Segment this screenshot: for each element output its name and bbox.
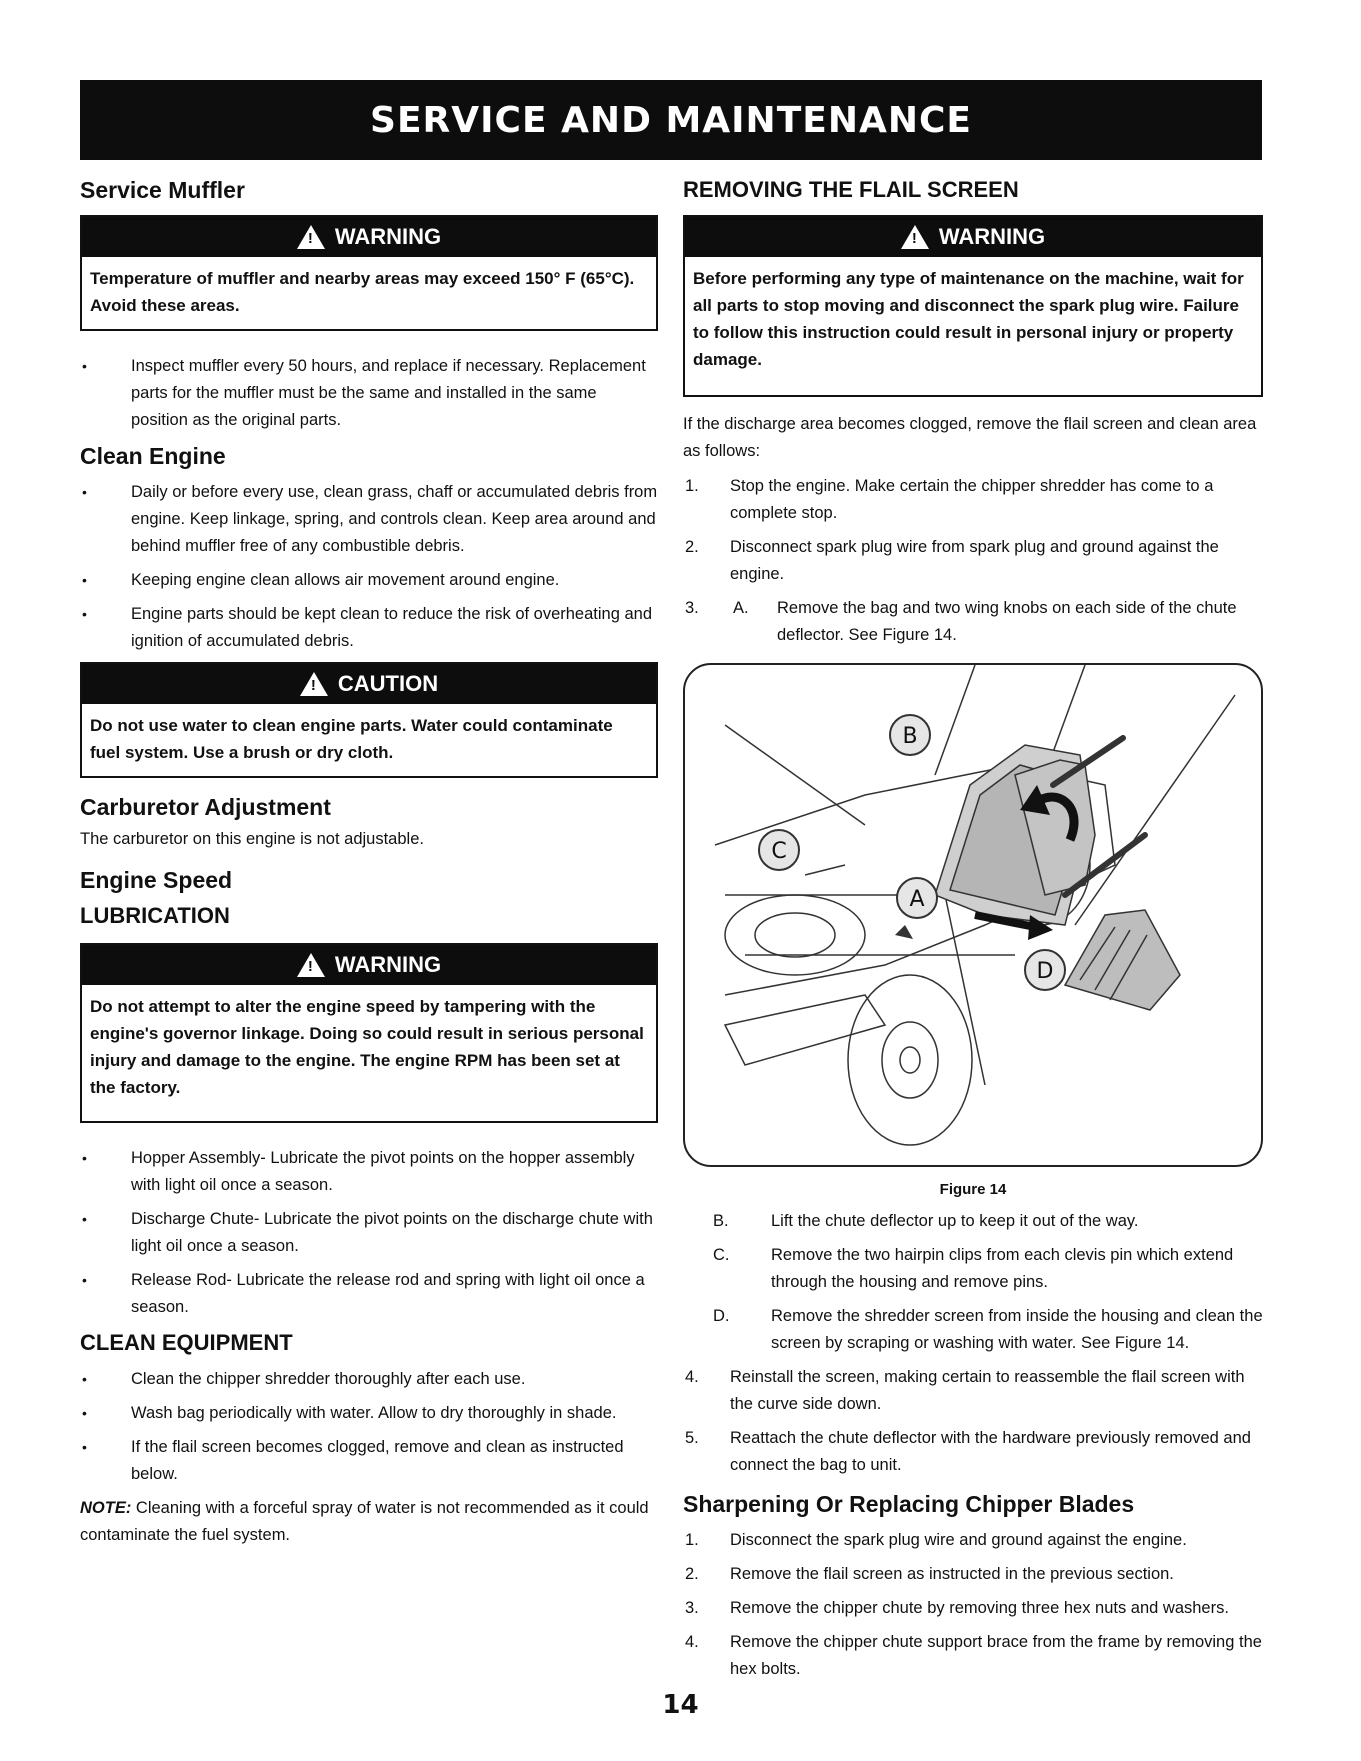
clean-equipment-list <box>80 1366 658 1488</box>
figure-label-c: C <box>771 839 787 864</box>
list-item: 2. Disconnect spark plug wire from spark plug and ground against the engine. <box>685 538 1219 583</box>
caution-box <box>80 662 658 778</box>
lubrication-warning-box <box>80 943 658 1123</box>
muffler-warning-box <box>80 215 658 331</box>
caution-bar <box>82 664 656 704</box>
warning-label: WARNING <box>334 952 442 977</box>
list-item: • Discharge Chute- Lubricate the pivot points on the discharge chute with light oil once a season. <box>80 1206 658 1260</box>
flail-screen-heading: REMOVING THE FLAIL SCREEN <box>683 177 1019 202</box>
figure-label-d: D <box>1036 959 1054 984</box>
list-item: • If the flail screen becomes clogged, remove and clean as instructed below. <box>80 1434 658 1488</box>
warning-bar <box>82 217 656 257</box>
chipper-illustration <box>685 665 1261 1165</box>
blades-steps <box>683 1527 1263 1683</box>
caution-text: Do not use water to clean engine parts. Water could contaminate fuel system. Use a brush or dry cloth. <box>90 716 613 762</box>
list-item: • Engine parts should be kept clean to reduce the risk of overheating and ignition of accumulated debris. <box>80 601 658 655</box>
warning-triangle-icon <box>297 225 325 249</box>
list-item: 3. Remove the chipper chute by removing three hex nuts and washers. <box>685 1599 1229 1617</box>
warning-bar <box>685 217 1261 257</box>
list-item: 4. Reinstall the screen, making certain to reassemble the flail screen with the curve side down. <box>685 1368 1245 1413</box>
left-column <box>80 175 658 1549</box>
list-item: • Keeping engine clean allows air movement around engine. <box>80 567 658 594</box>
list-item: 1. Stop the engine. Make certain the chipper shredder has come to a complete stop. <box>685 477 1214 522</box>
warning-triangle-icon <box>901 225 929 249</box>
warning-text: Before performing any type of maintenance on the machine, wait for all parts to stop moving and disconnect the spark plug wire. Failure to follow this instruction could result in personal injury or property damage. <box>693 269 1244 369</box>
list-item: • Wash bag periodically with water. Allow to dry thoroughly in shade. <box>80 1400 658 1427</box>
flail-warning-box <box>683 215 1263 397</box>
warning-label: WARNING <box>334 224 442 249</box>
figure-caption: Figure 14 <box>939 1181 1007 1198</box>
list-item: 2. Remove the flail screen as instructed in the previous section. <box>685 1565 1174 1583</box>
list-item: 5. Reattach the chute deflector with the hardware previously removed and connect the bag to unit. <box>685 1429 1251 1474</box>
sub-step: D. Remove the shredder screen from inside the housing and clean the screen by scraping or washing with water. See Figure 14. <box>713 1307 1263 1352</box>
lubrication-heading: LUBRICATION <box>80 903 230 928</box>
list-item: • Daily or before every use, clean grass, chaff or accumulated debris from engine. Keep linkage, spring, and controls clean. Keep area around and behind muffler free of any combustible debris. <box>80 479 658 560</box>
warning-text: Temperature of muffler and nearby areas may exceed 150° F (65°C). Avoid these areas. <box>90 269 635 315</box>
page-number: 14 <box>662 1690 699 1720</box>
list-item: • Clean the chipper shredder thoroughly after each use. <box>80 1366 658 1393</box>
lubrication-list <box>80 1145 658 1321</box>
right-column <box>683 175 1263 1690</box>
blades-heading: Sharpening Or Replacing Chipper Blades <box>683 1491 1135 1517</box>
warning-triangle-icon <box>300 672 328 696</box>
list-item: • Inspect muffler every 50 hours, and replace if necessary. Replacement parts for the muffler must be the same and installed in the same position as the original parts. <box>80 353 658 434</box>
flail-steps-continued <box>683 1364 1263 1479</box>
figure-14-illustration <box>683 663 1263 1167</box>
flail-steps <box>683 473 1263 649</box>
warning-triangle-icon <box>297 953 325 977</box>
note-text: Cleaning with a forceful spray of water is not recommended as it could contaminate the fuel system. <box>80 1499 649 1544</box>
note-label: NOTE: <box>80 1499 132 1517</box>
list-item: 3. A. Remove the bag and two wing knobs on each side of the chute deflector. See Figure 14. <box>685 599 1237 644</box>
muffler-list <box>80 353 658 434</box>
list-item: 1. Disconnect the spark plug wire and ground against the engine. <box>685 1531 1187 1549</box>
list-item: • Release Rod- Lubricate the release rod and spring with light oil once a season. <box>80 1267 658 1321</box>
carburetor-text: The carburetor on this engine is not adjustable. <box>80 830 424 848</box>
list-item: • Hopper Assembly- Lubricate the pivot points on the hopper assembly with light oil once a season. <box>80 1145 658 1199</box>
figure-label-b: B <box>902 724 918 749</box>
service-muffler-heading: Service Muffler <box>80 177 245 203</box>
carburetor-heading: Carburetor Adjustment <box>80 794 331 820</box>
warning-label: WARNING <box>938 224 1046 249</box>
clean-equipment-heading: CLEAN EQUIPMENT <box>80 1330 293 1355</box>
page-title: SERVICE AND MAINTENANCE <box>370 99 972 141</box>
note-paragraph <box>80 1495 658 1549</box>
page-banner <box>80 80 1262 160</box>
warning-text: Do not attempt to alter the engine speed by tampering with the engine's governor linkage. Doing so could result in serious personal injury and damage to the engine. The engine RPM has been set at the factory. <box>90 997 644 1097</box>
clean-engine-heading: Clean Engine <box>80 443 226 469</box>
warning-bar <box>82 945 656 985</box>
sub-step: B. Lift the chute deflector up to keep it out of the way. <box>713 1212 1139 1230</box>
caution-label: CAUTION <box>337 671 439 696</box>
flail-intro: If the discharge area becomes clogged, remove the flail screen and clean area as follows: <box>683 415 1257 460</box>
figure-label-a: A <box>909 887 925 912</box>
clean-engine-list <box>80 479 658 655</box>
engine-speed-heading: Engine Speed <box>80 867 233 893</box>
sub-step: C. Remove the two hairpin clips from each clevis pin which extend through the housing and remove pins. <box>713 1246 1234 1291</box>
list-item: 4. Remove the chipper chute support brace from the frame by removing the hex bolts. <box>685 1633 1262 1678</box>
